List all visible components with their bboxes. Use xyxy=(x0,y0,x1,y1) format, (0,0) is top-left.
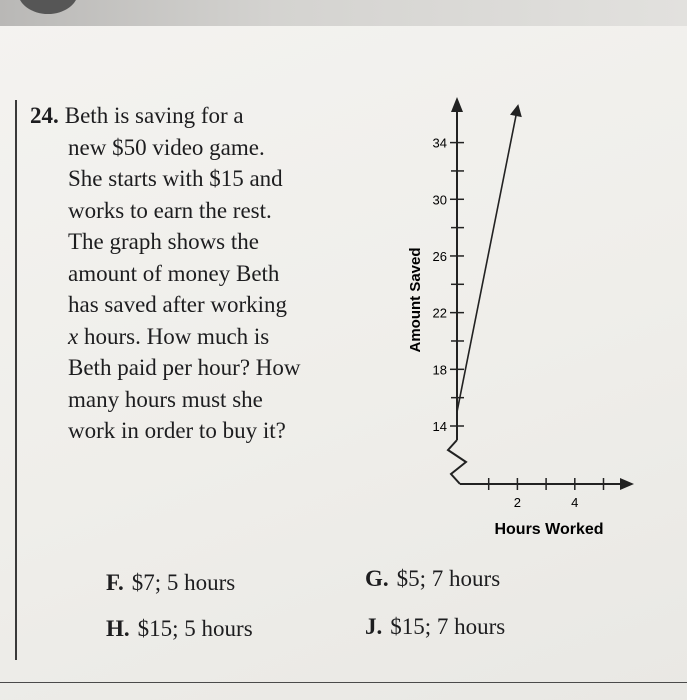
data-series-line xyxy=(457,112,517,412)
question-line: amount of money Beth xyxy=(68,260,280,286)
x-tick-label: 4 xyxy=(571,495,579,510)
question-line: work in order to buy it? xyxy=(68,418,286,443)
question-line: many hours must she xyxy=(68,386,263,412)
y-axis-label: Amount Saved xyxy=(407,247,424,353)
x-tick-label: 2 xyxy=(513,495,522,510)
x-axis-label: Hours Worked xyxy=(494,521,604,538)
question-line: has saved after working xyxy=(68,292,288,317)
y-tick-label: 34 xyxy=(432,135,447,151)
question-line: 24. Beth is saving for a xyxy=(30,103,244,128)
question-line: She starts with $15 and xyxy=(68,166,283,191)
question-number: 24. xyxy=(30,103,59,128)
question-line: The graph shows the xyxy=(68,229,259,254)
question-line: x hours. How much is xyxy=(68,323,270,349)
y-tick-label: 14 xyxy=(432,419,447,434)
y-axis-arrow xyxy=(451,97,463,112)
y-tick-label: 26 xyxy=(432,248,447,264)
axis-break xyxy=(448,440,466,484)
answer-choice-g[interactable]: G. $5; 7 hours xyxy=(365,566,501,591)
data-series-arrow xyxy=(510,104,522,117)
answer-choice-j[interactable]: J. $15; 7 hours xyxy=(365,614,506,639)
question-line: new $50 video game. xyxy=(68,134,265,160)
y-tick-label: 22 xyxy=(432,305,447,321)
variable-x: x xyxy=(68,323,79,349)
x-axis-arrow xyxy=(620,478,634,490)
y-tick-label: 18 xyxy=(432,362,447,378)
question-line: works to earn the rest. xyxy=(68,197,272,223)
answer-choice-f[interactable]: F. $7; 5 hours xyxy=(106,570,236,595)
question-line: Beth paid per hour? How xyxy=(68,355,301,380)
y-tick-label: 30 xyxy=(432,192,447,208)
answer-choice-h[interactable]: H. $15; 5 hours xyxy=(106,616,253,641)
